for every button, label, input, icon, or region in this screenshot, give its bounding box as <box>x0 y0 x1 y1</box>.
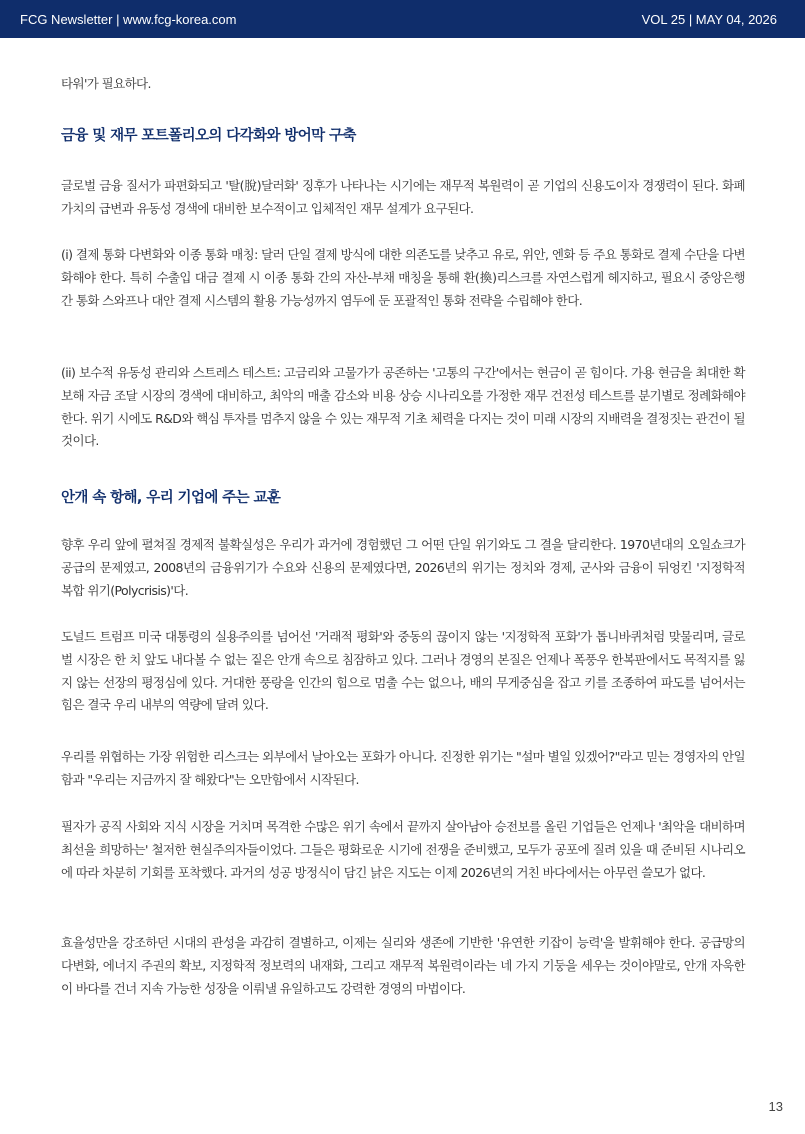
paragraph: 향후 우리 앞에 펼쳐질 경제적 불확실성은 우리가 과거에 경험했던 그 어떤 단일 위기와도 그 결을 달리한다. 1970년대의 오일쇼크가 공급의 문제였고, 2008년의 금융위기가 수요와 신용의 문제였다면, 2026년의 위기는 정치와 경제, 군사와 금융이 뒤엉킨 '지정학적 복합 위기(Polycrisis)'다. <box>61 537 745 598</box>
page-number: 13 <box>768 1099 783 1114</box>
section-heading: 안개 속 항해, 우리 기업에 주는 교훈 <box>61 490 281 506</box>
paragraph: 필자가 공직 사회와 지식 시장을 거치며 목격한 수많은 위기 속에서 끝까지 살아남아 승전보를 올린 기업들은 언제나 '최악을 대비하며 최선을 희망하는' 철저한 현실주의자들이었다. 그들은 평화로운 시기에 전쟁을 준비했고, 모두가 공포에 질려 있을 때 준비된 시나리오에 따라 차분히 기회를 포착했다. 과거의 성공 방정식이 담긴 낡은 지도는 이제 2026년의 거친 바다에서는 아무런 쓸모가 없다. <box>61 819 745 880</box>
issue-date: VOL 25 | MAY 04, 2026 <box>641 12 777 27</box>
newsletter-site: FCG Newsletter | www.fcg-korea.com <box>20 12 237 27</box>
paragraph: 도널드 트럼프 미국 대통령의 실용주의를 넘어선 '거래적 평화'와 중동의 끊이지 않는 '지정학적 포화'가 톱니바퀴처럼 맞물리며, 글로벌 시장은 한 치 앞도 내다볼 수 없는 짙은 안개 속으로 침잠하고 있다. 그러나 경영의 본질은 언제나 폭풍우 한복판에서도 목적지를 잃지 않는 선장의 평정심에 있다. 거대한 풍랑을 인간의 힘으로 멈출 수는 없으나, 배의 무게중심을 잡고 키를 조종하여 파도를 넘어서는 힘은 결국 우리 내부의 역량에 달려 있다. <box>61 629 745 713</box>
section-heading: 금융 및 재무 포트폴리오의 다각화와 방어막 구축 <box>61 128 356 144</box>
paragraph: 타워'가 필요하다. <box>61 76 151 91</box>
paragraph: 우리를 위협하는 가장 위험한 리스크는 외부에서 날아오는 포화가 아니다. 진정한 위기는 "설마 별일 있겠어?"라고 믿는 경영자의 안일함과 "우리는 지금까지 잘 해왔다"는 오만함에서 시작된다. <box>61 749 745 787</box>
paragraph: 효율성만을 강조하던 시대의 관성을 과감히 결별하고, 이제는 실리와 생존에 기반한 '유연한 키잡이 능력'을 발휘해야 한다. 공급망의 다변화, 에너지 주권의 확보, 지정학적 정보력의 내재화, 그리고 재무적 복원력이라는 네 가지 기둥을 세우는 것이야말로, 안개 자욱한 이 바다를 건너 지속 가능한 성장을 이뤄낼 유일하고도 강력한 경영의 마법이다. <box>61 935 745 996</box>
paragraph: 글로벌 금융 질서가 파편화되고 '탈(脫)달러화' 징후가 나타나는 시기에는 재무적 복원력이 곧 기업의 신용도이자 경쟁력이 된다. 화폐 가치의 급변과 유동성 경색에 대비한 보수적이고 입체적인 재무 설계가 요구된다. <box>61 178 745 216</box>
header-bar <box>0 0 805 38</box>
paragraph: (i) 결제 통화 다변화와 이종 통화 매칭: 달러 단일 결제 방식에 대한 의존도를 낮추고 유로, 위안, 엔화 등 주요 통화로 결제 수단을 다변화해야 한다. 특히 수출입 대금 결제 시 이종 통화 간의 자산-부채 매칭을 통해 환(換)리스크를 자연스럽게 헤지하고, 필요시 중앙은행 간 통화 스와프나 대안 결제 시스템의 활용 가능성까지 염두에 둔 포괄적인 통화 전략을 수립해야 한다. <box>61 247 745 308</box>
paragraph: (ii) 보수적 유동성 관리와 스트레스 테스트: 고금리와 고물가가 공존하는 '고통의 구간'에서는 현금이 곧 힘이다. 가용 현금을 최대한 확보해 자금 조달 시장의 경색에 대비하고, 최악의 매출 감소와 비용 상승 시나리오를 가정한 재무 건전성 테스트를 분기별로 정례화해야 한다. 위기 시에도 R&D와 핵심 투자를 멈추지 않을 수 있는 재무적 기초 체력을 다지는 것이 미래 시장의 지배력을 결정짓는 관건이 될 것이다. <box>61 365 745 449</box>
